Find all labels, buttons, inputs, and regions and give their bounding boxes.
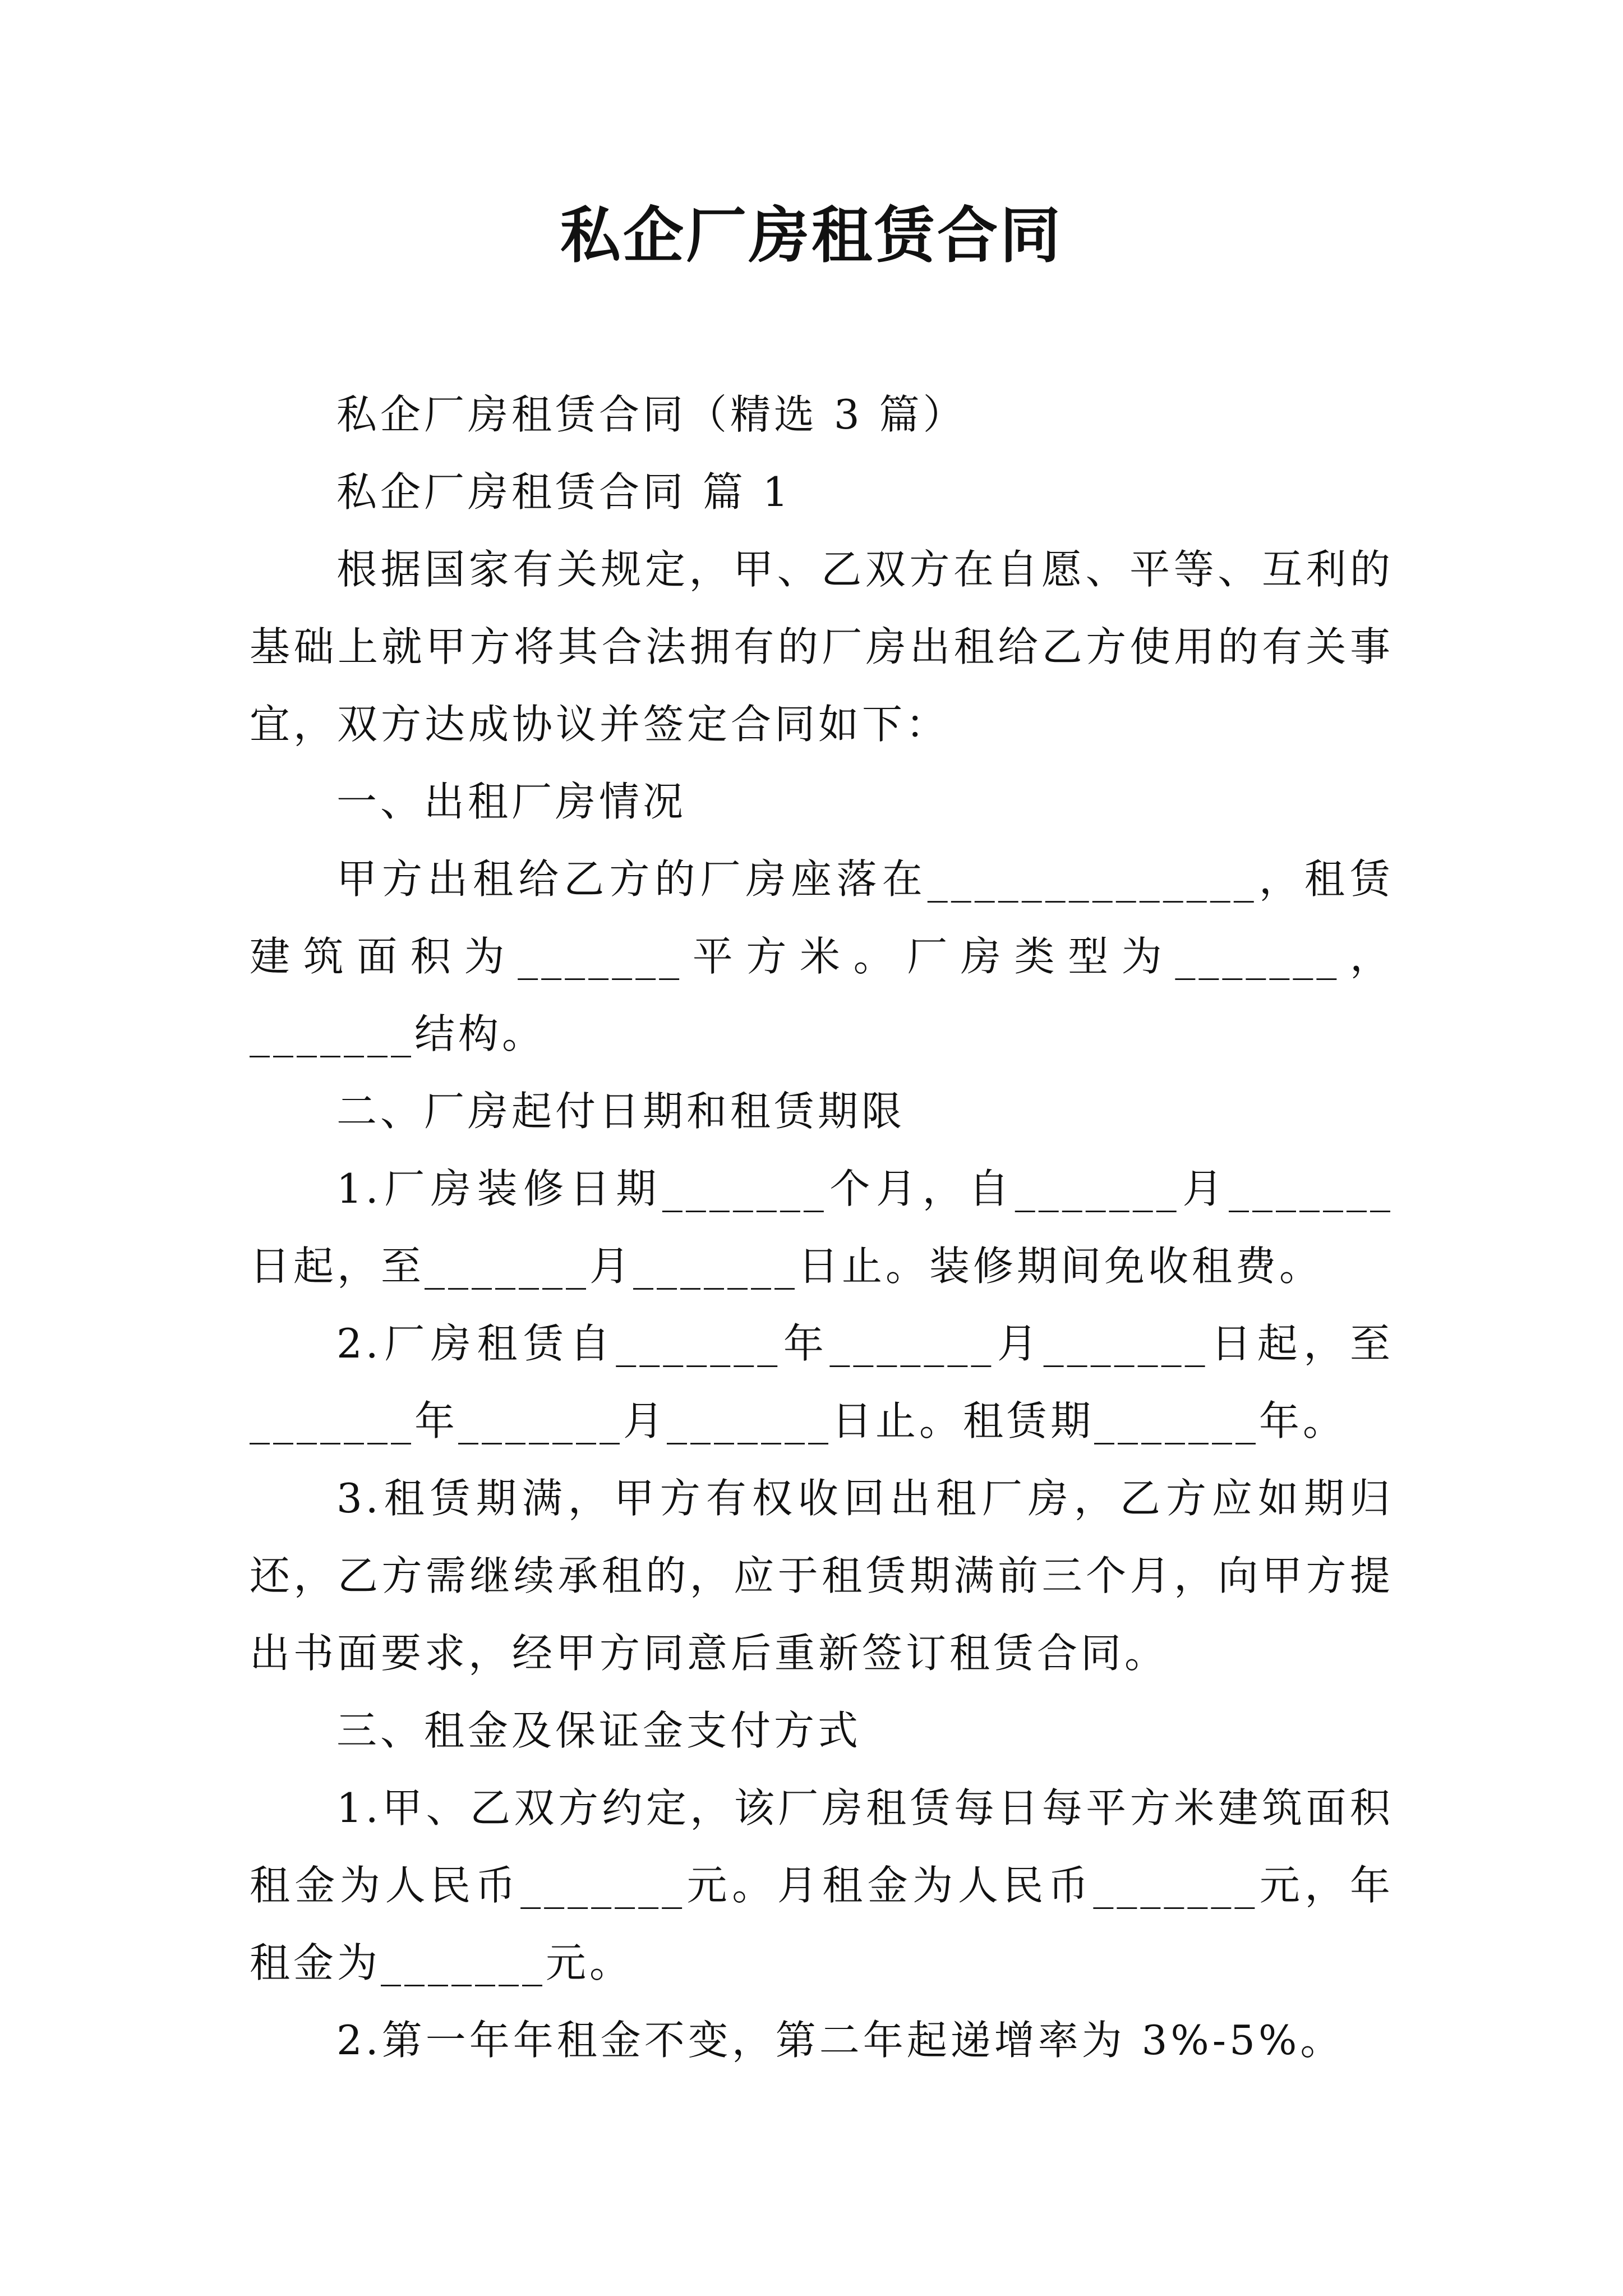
paragraph-clause-2-2: 2.厂房租赁自_______年_______月_______日起，至_______年_______月_______日止。租赁期_______年。 [250,1320,1394,1444]
paragraph-subtitle: 私企厂房租赁合同（精选 3 篇） [336,391,967,438]
paragraph-clause-2-1: 1.厂房装修日期_______个月，自_______月_______日起，至_______月_______日止。装修期间免收租费。 [250,1165,1394,1290]
section-heading-3: 三、租金及保证金支付方式 [336,1707,862,1754]
paragraph-clause-2-3: 3.租赁期满，甲方有权收回出租厂房，乙方应如期归还，乙方需继续承租的，应于租赁期满前三个月，向甲方提出书面要求，经甲方同意后重新签订租赁合同。 [250,1475,1394,1677]
paragraph-clause-3-2: 2.第一年年租金不变，第二年起递增率为 3%-5%。 [336,2017,1344,2064]
paragraph-factory-details: 甲方出租给乙方的厂房座落在______________，租赁建筑面积为_______平方米。厂房类型为_______，_______结构。 [250,855,1394,1057]
paragraph-preamble: 根据国家有关规定，甲、乙双方在自愿、平等、互利的基础上就甲方将其合法拥有的厂房出租给乙方使用的有关事宜，双方达成协议并签定合同如下： [250,546,1394,748]
section-heading-2: 二、厂房起付日期和租赁期限 [336,1088,906,1135]
section-heading-1: 一、出租厂房情况 [336,778,687,825]
document-body [250,376,1394,2079]
document-title: 私企厂房租赁合同 [560,200,1063,271]
paragraph-part-heading: 私企厂房租赁合同 篇 1 [336,468,792,516]
paragraph-clause-3-1: 1.甲、乙双方约定，该厂房租赁每日每平方米建筑面积租金为人民币_______元。月租金为人民币_______元，年租金为_______元。 [250,1784,1394,1986]
